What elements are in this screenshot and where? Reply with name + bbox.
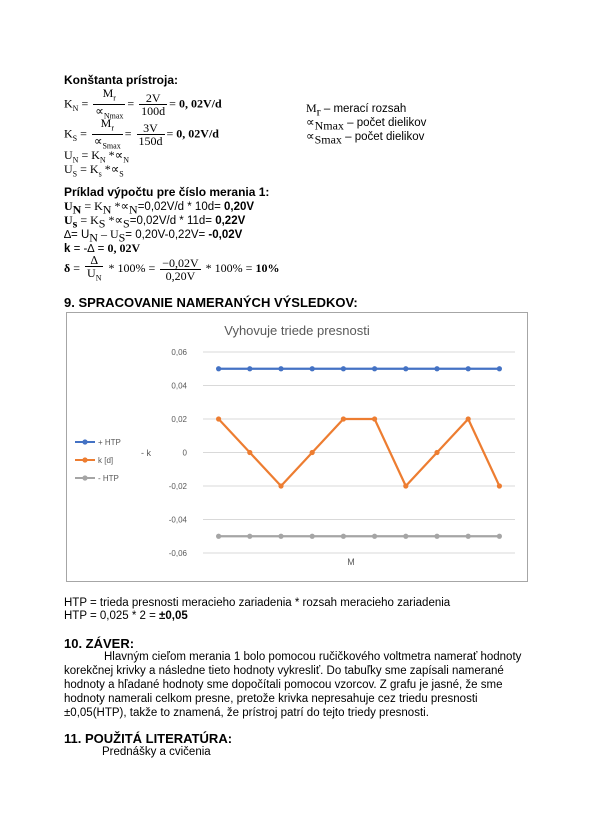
note-smax: $\propto_{Smax}$ – počet dielikov: [306, 129, 425, 147]
example-heading: Príklad výpočtu pre číslo merania 1:: [64, 185, 270, 199]
data-point: [247, 366, 252, 371]
x-axis-label: M: [347, 557, 355, 567]
literature-item: Prednášky a cvičenia: [102, 746, 211, 758]
y-tick-label: -0,04: [168, 515, 187, 525]
section9-heading: 9. SPRACOVANIE NAMERANÝCH VÝSLEDKOV:: [64, 295, 358, 310]
data-point: [403, 534, 408, 539]
note-nmax: $\propto_{Nmax}$ – počet dielikov: [306, 115, 427, 133]
data-point: [372, 416, 377, 421]
example-line-us: $U_s = K_S$ $*\propto_S=0,02V/d * 11d= 0,22V$: [64, 213, 246, 231]
y-tick-label: -0,06: [168, 549, 187, 558]
data-point: [278, 483, 283, 488]
conclusion-line1: Hlavným cieľom merania 1 bolo pomocou ručičkového voltmetra namerať hodnoty: [104, 651, 522, 663]
formula-kn: $K_N$ = $\frac{M_r}{\propto_{Nmax}}$ = $\frac{2V}{100d}$ = 0, 02V/d: [64, 86, 222, 121]
formula-us: $U_S = K_s$ $*\propto_S$: [64, 162, 124, 179]
formula-un: $U_N = K_N$ $*\propto_N$: [64, 148, 130, 165]
conclusion-line3: hodnoty a hľadané hodnoty sme dopočítali pomocou vzorcov. Z grafu je jasné, že sme: [64, 679, 503, 691]
constant-heading: Konštanta prístroja:: [64, 73, 179, 87]
data-point: [434, 366, 439, 371]
y-tick-label: 0,04: [171, 381, 187, 391]
legend-marker: [82, 475, 87, 480]
data-point: [466, 534, 471, 539]
conclusion-line5: ±0,05(HTP), takže to znamená, že prístroj patrí do tejto triedy presnosti.: [64, 707, 429, 719]
htp-line1: HTP = trieda presnosti meracieho zariadenia * rozsah meracieho zariadenia: [64, 597, 451, 609]
data-point: [466, 366, 471, 371]
example-line-delta: ∆= $U_N - U_S= 0,20V-0,22V= -0,02V$: [64, 227, 243, 245]
data-point: [310, 366, 315, 371]
chart-svg: [67, 313, 527, 581]
conclusion-line4: hodnoty namerali celkom presne, pretože krivka nepresahuje cez triedu presnosti: [64, 693, 478, 705]
data-point: [278, 534, 283, 539]
data-point: [341, 534, 346, 539]
data-point: [466, 416, 471, 421]
chart-title: Vyhovuje triede presnosti: [224, 323, 370, 338]
legend-label: - HTP: [98, 474, 119, 483]
conclusion-line2: korekčnej krivky a následne tieto hodnoty vykresliť. Do tabuľky sme zapísali namerané: [64, 665, 504, 677]
data-point: [372, 534, 377, 539]
y-tick-label: 0: [182, 448, 187, 458]
y-tick-label: 0,06: [171, 348, 187, 357]
htp-line2: HTP = 0,025 * 2 = ±0,05: [64, 610, 188, 622]
data-point: [247, 450, 252, 455]
data-point: [341, 416, 346, 421]
example-line-relative-error: δ = $\frac{\Delta}{U_N}$ * 100% = $\frac{-0,02V}{0,20V}$ * 100% = 10%: [64, 253, 280, 283]
data-point: [278, 366, 283, 371]
data-point: [434, 450, 439, 455]
data-point: [216, 366, 221, 371]
data-point: [341, 366, 346, 371]
chart: [66, 312, 528, 582]
formula-ks: $K_S$ = $\frac{M_r}{\propto_{Smax}}$ = $\frac{3V}{150d}$ = 0, 02V/d: [64, 116, 219, 151]
section11-heading: 11. POUŽITÁ LITERATÚRA:: [64, 731, 233, 746]
section10-heading: 10. ZÁVER:: [64, 636, 135, 651]
note-mr: $M_r$ – merací rozsah: [306, 101, 407, 119]
legend-label: + HTP: [98, 438, 121, 447]
data-point: [247, 534, 252, 539]
data-point: [403, 483, 408, 488]
data-point: [497, 483, 502, 488]
data-point: [497, 534, 502, 539]
y-tick-label: 0,02: [171, 415, 187, 424]
data-point: [310, 450, 315, 455]
data-point: [497, 366, 502, 371]
example-line-un: $U_N = K_N$ $*\propto_N=0,02V/d * 10d= 0,20V$: [64, 199, 255, 217]
y-axis-label: - k: [141, 448, 151, 458]
data-point: [434, 534, 439, 539]
y-tick-label: -0,02: [168, 482, 187, 491]
data-point: [216, 416, 221, 421]
legend-label: k [d]: [98, 456, 114, 465]
legend-marker: [82, 457, 87, 462]
legend-marker: [82, 439, 87, 444]
example-line-k: k = -∆ = 0, 02V: [64, 241, 141, 255]
data-point: [310, 534, 315, 539]
data-point: [372, 366, 377, 371]
data-point: [216, 534, 221, 539]
data-point: [403, 366, 408, 371]
